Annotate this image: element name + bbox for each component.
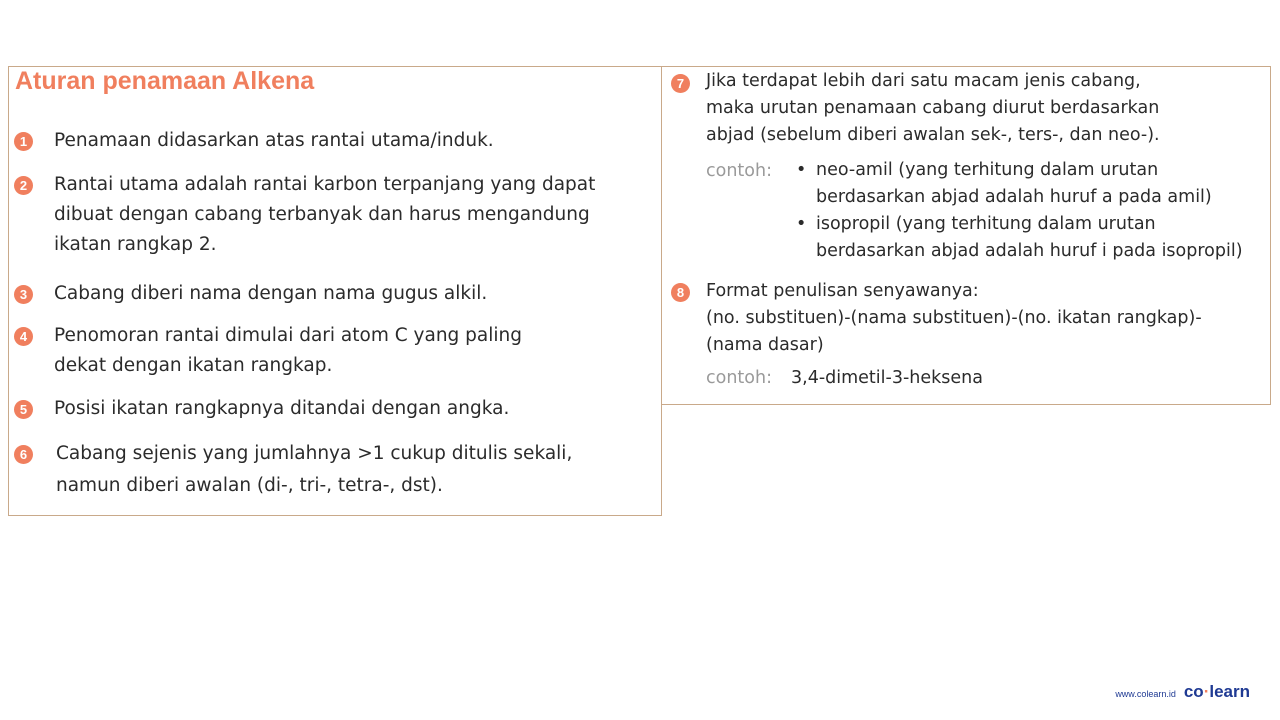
example-text-line: neo-amil (yang terhitung dalam urutan (816, 160, 1159, 180)
panel-title: Aturan penamaan Alkena (15, 67, 315, 95)
rule-text-line: (no. substituen)-(nama substituen)-(no. ikatan rangkap)- (706, 308, 1202, 328)
brand-logo-part: co (1183, 682, 1204, 701)
rules-panel-left (8, 66, 662, 516)
example-label: contoh: (706, 161, 772, 181)
rule-text-line: Penomoran rantai dimulai dari atom C yang paling (54, 325, 522, 346)
rule-text-line: abjad (sebelum diberi awalan sek-, ters-, dan neo-). (706, 125, 1160, 145)
rule-text-line: maka urutan penamaan cabang diurut berdasarkan (706, 98, 1160, 118)
example-text-line: berdasarkan abjad adalah huruf i pada isopropil) (816, 241, 1243, 261)
brand-logo-part: learn (1209, 682, 1250, 701)
rule-text-line: ikatan rangkap 2. (54, 234, 217, 255)
rule-text-line: Cabang sejenis yang jumlahnya >1 cukup ditulis sekali, (56, 443, 573, 464)
number-badge: 1 (14, 132, 33, 151)
number-badge: 7 (671, 74, 690, 93)
rule-text-line: (nama dasar) (706, 335, 824, 355)
rule-text-line: Jika terdapat lebih dari satu macam jenis cabang, (706, 71, 1141, 91)
number-badge: 4 (14, 327, 33, 346)
brand-logo (1184, 682, 1250, 702)
rule-text-line: Posisi ikatan rangkapnya ditandai dengan angka. (54, 398, 510, 419)
number-badge: 2 (14, 176, 33, 195)
rule-text-line: Cabang diberi nama dengan nama gugus alkil. (54, 283, 488, 304)
number-badge: 8 (671, 283, 690, 302)
rule-text-line: dekat dengan ikatan rangkap. (54, 355, 333, 376)
rule-text-line: namun diberi awalan (di-, tri-, tetra-, dst). (56, 475, 443, 496)
rule-text-line: Penamaan didasarkan atas rantai utama/induk. (54, 130, 494, 151)
brand-logo-dot: · (1203, 682, 1210, 701)
rule-text-line: Format penulisan senyawanya: (706, 281, 979, 301)
example-compound-name: 3,4-dimetil-3-heksena (791, 368, 983, 388)
number-badge: 6 (14, 445, 33, 464)
bullet-dot-icon: • (796, 160, 807, 180)
bullet-dot-icon: • (796, 214, 807, 234)
rule-text-line: Rantai utama adalah rantai karbon terpanjang yang dapat (54, 174, 596, 195)
rule-text-line: dibuat dengan cabang terbanyak dan harus mengandung (54, 204, 590, 225)
example-text-line: isopropil (yang terhitung dalam urutan (816, 214, 1156, 234)
example-text-line: berdasarkan abjad adalah huruf a pada amil) (816, 187, 1212, 207)
number-badge: 3 (14, 285, 33, 304)
brand-footer (1115, 682, 1250, 702)
number-badge: 5 (14, 400, 33, 419)
rules-panel-right (661, 66, 1271, 405)
footer-url[interactable]: www.colearn.id (1115, 689, 1176, 699)
example-label: contoh: (706, 368, 772, 388)
